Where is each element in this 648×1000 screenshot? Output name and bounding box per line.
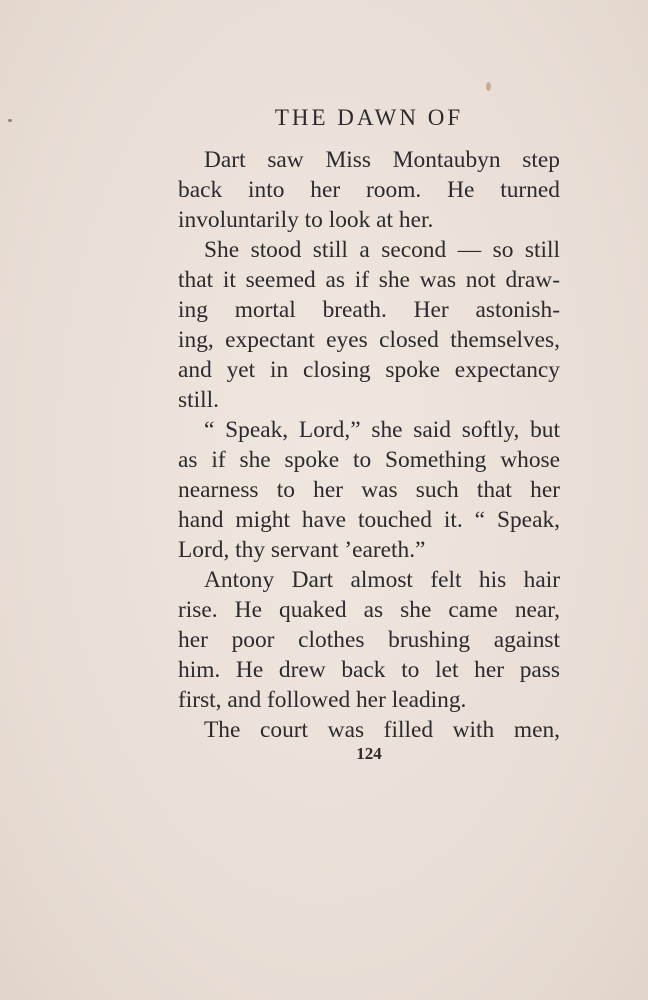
running-head: THE DAWN OF xyxy=(274,105,464,130)
text-line: “ Speak, Lord,” she said softly, but xyxy=(204,417,560,443)
text-line: and yet in closing spoke expectancy xyxy=(178,357,560,383)
text-line: She stood still a second — so still xyxy=(204,237,560,263)
text-line: The court was filled with men, xyxy=(204,717,560,743)
text-line: rise. He quaked as she came near, xyxy=(178,597,560,623)
paper-speck xyxy=(8,119,12,122)
text-line: that it seemed as if she was not draw- xyxy=(178,267,560,293)
text-line: ing, expectant eyes closed themselves, xyxy=(178,327,560,353)
text-line: as if she spoke to Something whose xyxy=(178,447,560,473)
text-line: hand might have touched it. “ Speak, xyxy=(178,507,560,533)
text-line: ing mortal breath. Her astonish- xyxy=(178,297,560,323)
paragraph-3 xyxy=(178,415,560,565)
text-line: him. He drew back to let her pass xyxy=(178,657,560,683)
text-line: first, and followed her leading. xyxy=(178,687,467,713)
body-text xyxy=(178,145,560,745)
text-line: her poor clothes brushing against xyxy=(178,627,560,653)
paragraph-1 xyxy=(178,145,560,235)
paragraph-4 xyxy=(178,565,560,715)
paragraph-5 xyxy=(178,715,560,745)
text-line: Dart saw Miss Montaubyn step xyxy=(204,147,560,173)
text-line: involuntarily to look at her. xyxy=(178,207,434,233)
paragraph-2 xyxy=(178,235,560,415)
text-line: back into her room. He turned xyxy=(178,177,560,203)
text-line: still. xyxy=(178,387,219,413)
text-line: Lord, thy servant ’eareth.” xyxy=(178,537,426,563)
paper-speck xyxy=(486,82,491,91)
text-line: Antony Dart almost felt his hair xyxy=(204,567,560,593)
text-line: nearness to her was such that her xyxy=(178,477,560,503)
page-number: 124 xyxy=(356,744,382,763)
